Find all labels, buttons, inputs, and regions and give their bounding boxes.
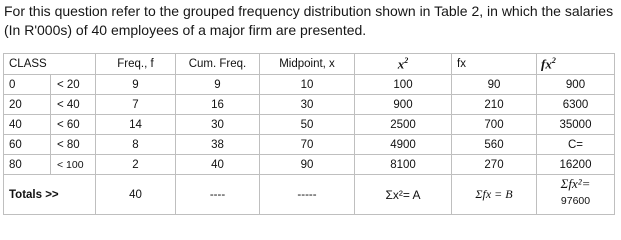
fx-cell: 560 — [452, 135, 537, 155]
class-lower-bound: 60 — [4, 135, 51, 155]
fx-cell: 210 — [452, 95, 537, 115]
fx-cell: 90 — [452, 75, 537, 95]
fx-cell: 700 — [452, 115, 537, 135]
cumulative-frequency-cell: 38 — [176, 135, 260, 155]
fx-squared-cell: 900 — [537, 75, 615, 95]
x-squared-cell: 8100 — [355, 155, 452, 175]
midpoint-cell: 10 — [260, 75, 355, 95]
cumulative-frequency-cell: 40 — [176, 155, 260, 175]
sum-fx-squared-value: 97600 — [560, 195, 591, 207]
cumulative-frequency-cell: 16 — [176, 95, 260, 115]
class-upper-bound: < 80 — [51, 135, 96, 155]
fx-squared-cell: 35000 — [537, 115, 615, 135]
frequency-cell: 9 — [96, 75, 176, 95]
frequency-cell: 2 — [96, 155, 176, 175]
totals-label: Totals >> — [4, 175, 96, 215]
header-midpoint: Midpoint, x — [260, 54, 355, 75]
class-upper-bound: < 20 — [51, 75, 96, 95]
frequency-cell: 8 — [96, 135, 176, 155]
fx-squared-cell: 16200 — [537, 155, 615, 175]
midpoint-cell: 50 — [260, 115, 355, 135]
class-upper-bound: < 100 — [51, 155, 96, 175]
class-lower-bound: 40 — [4, 115, 51, 135]
midpoint-cell: 30 — [260, 95, 355, 115]
x-squared-cell: 2500 — [355, 115, 452, 135]
sum-fx: Σfx = B — [452, 175, 537, 215]
x-squared-cell: 100 — [355, 75, 452, 95]
table-row — [4, 75, 615, 95]
header-cumulative-frequency: Cum. Freq. — [176, 54, 260, 75]
frequency-table — [3, 53, 615, 215]
total-midpoint: ----- — [260, 175, 355, 215]
x-squared-cell: 900 — [355, 95, 452, 115]
class-upper-bound: < 60 — [51, 115, 96, 135]
header-x-squared: $x^2$ — [355, 54, 452, 75]
sum-fx-squared-cell — [537, 175, 615, 215]
class-lower-bound: 20 — [4, 95, 51, 115]
midpoint-cell: 70 — [260, 135, 355, 155]
header-fx: fx — [452, 54, 537, 75]
fx-squared-cell: 6300 — [537, 95, 615, 115]
frequency-cell: 7 — [96, 95, 176, 115]
header-frequency: Freq., f — [96, 54, 176, 75]
cumulative-frequency-cell: 9 — [176, 75, 260, 95]
intro-paragraph: For this question refer to the grouped frequency distribution shown in Table 2, in which the salaries (In R'000s) of 40 employees of a major firm are presented. — [4, 3, 614, 38]
table-row — [4, 155, 615, 175]
table-row — [4, 115, 615, 135]
total-frequency: 40 — [96, 175, 176, 215]
fx-cell: 270 — [452, 155, 537, 175]
table-row — [4, 95, 615, 115]
sum-x-squared: Σx²= A — [355, 175, 452, 215]
frequency-cell: 14 — [96, 115, 176, 135]
sum-fx-squared-label: Σfx²= — [560, 176, 591, 191]
table-header-row — [4, 54, 615, 75]
midpoint-cell: 90 — [260, 155, 355, 175]
class-lower-bound: 80 — [4, 155, 51, 175]
fx-squared-cell: C= — [537, 135, 615, 155]
header-fx-squared: $fx^2$ — [537, 54, 615, 75]
table-row — [4, 135, 615, 155]
x-squared-cell: 4900 — [355, 135, 452, 155]
class-lower-bound: 0 — [4, 75, 51, 95]
cumulative-frequency-cell: 30 — [176, 115, 260, 135]
total-cumulative-frequency: ---- — [176, 175, 260, 215]
header-class: CLASS — [4, 54, 96, 75]
totals-row — [4, 175, 615, 215]
class-upper-bound: < 40 — [51, 95, 96, 115]
